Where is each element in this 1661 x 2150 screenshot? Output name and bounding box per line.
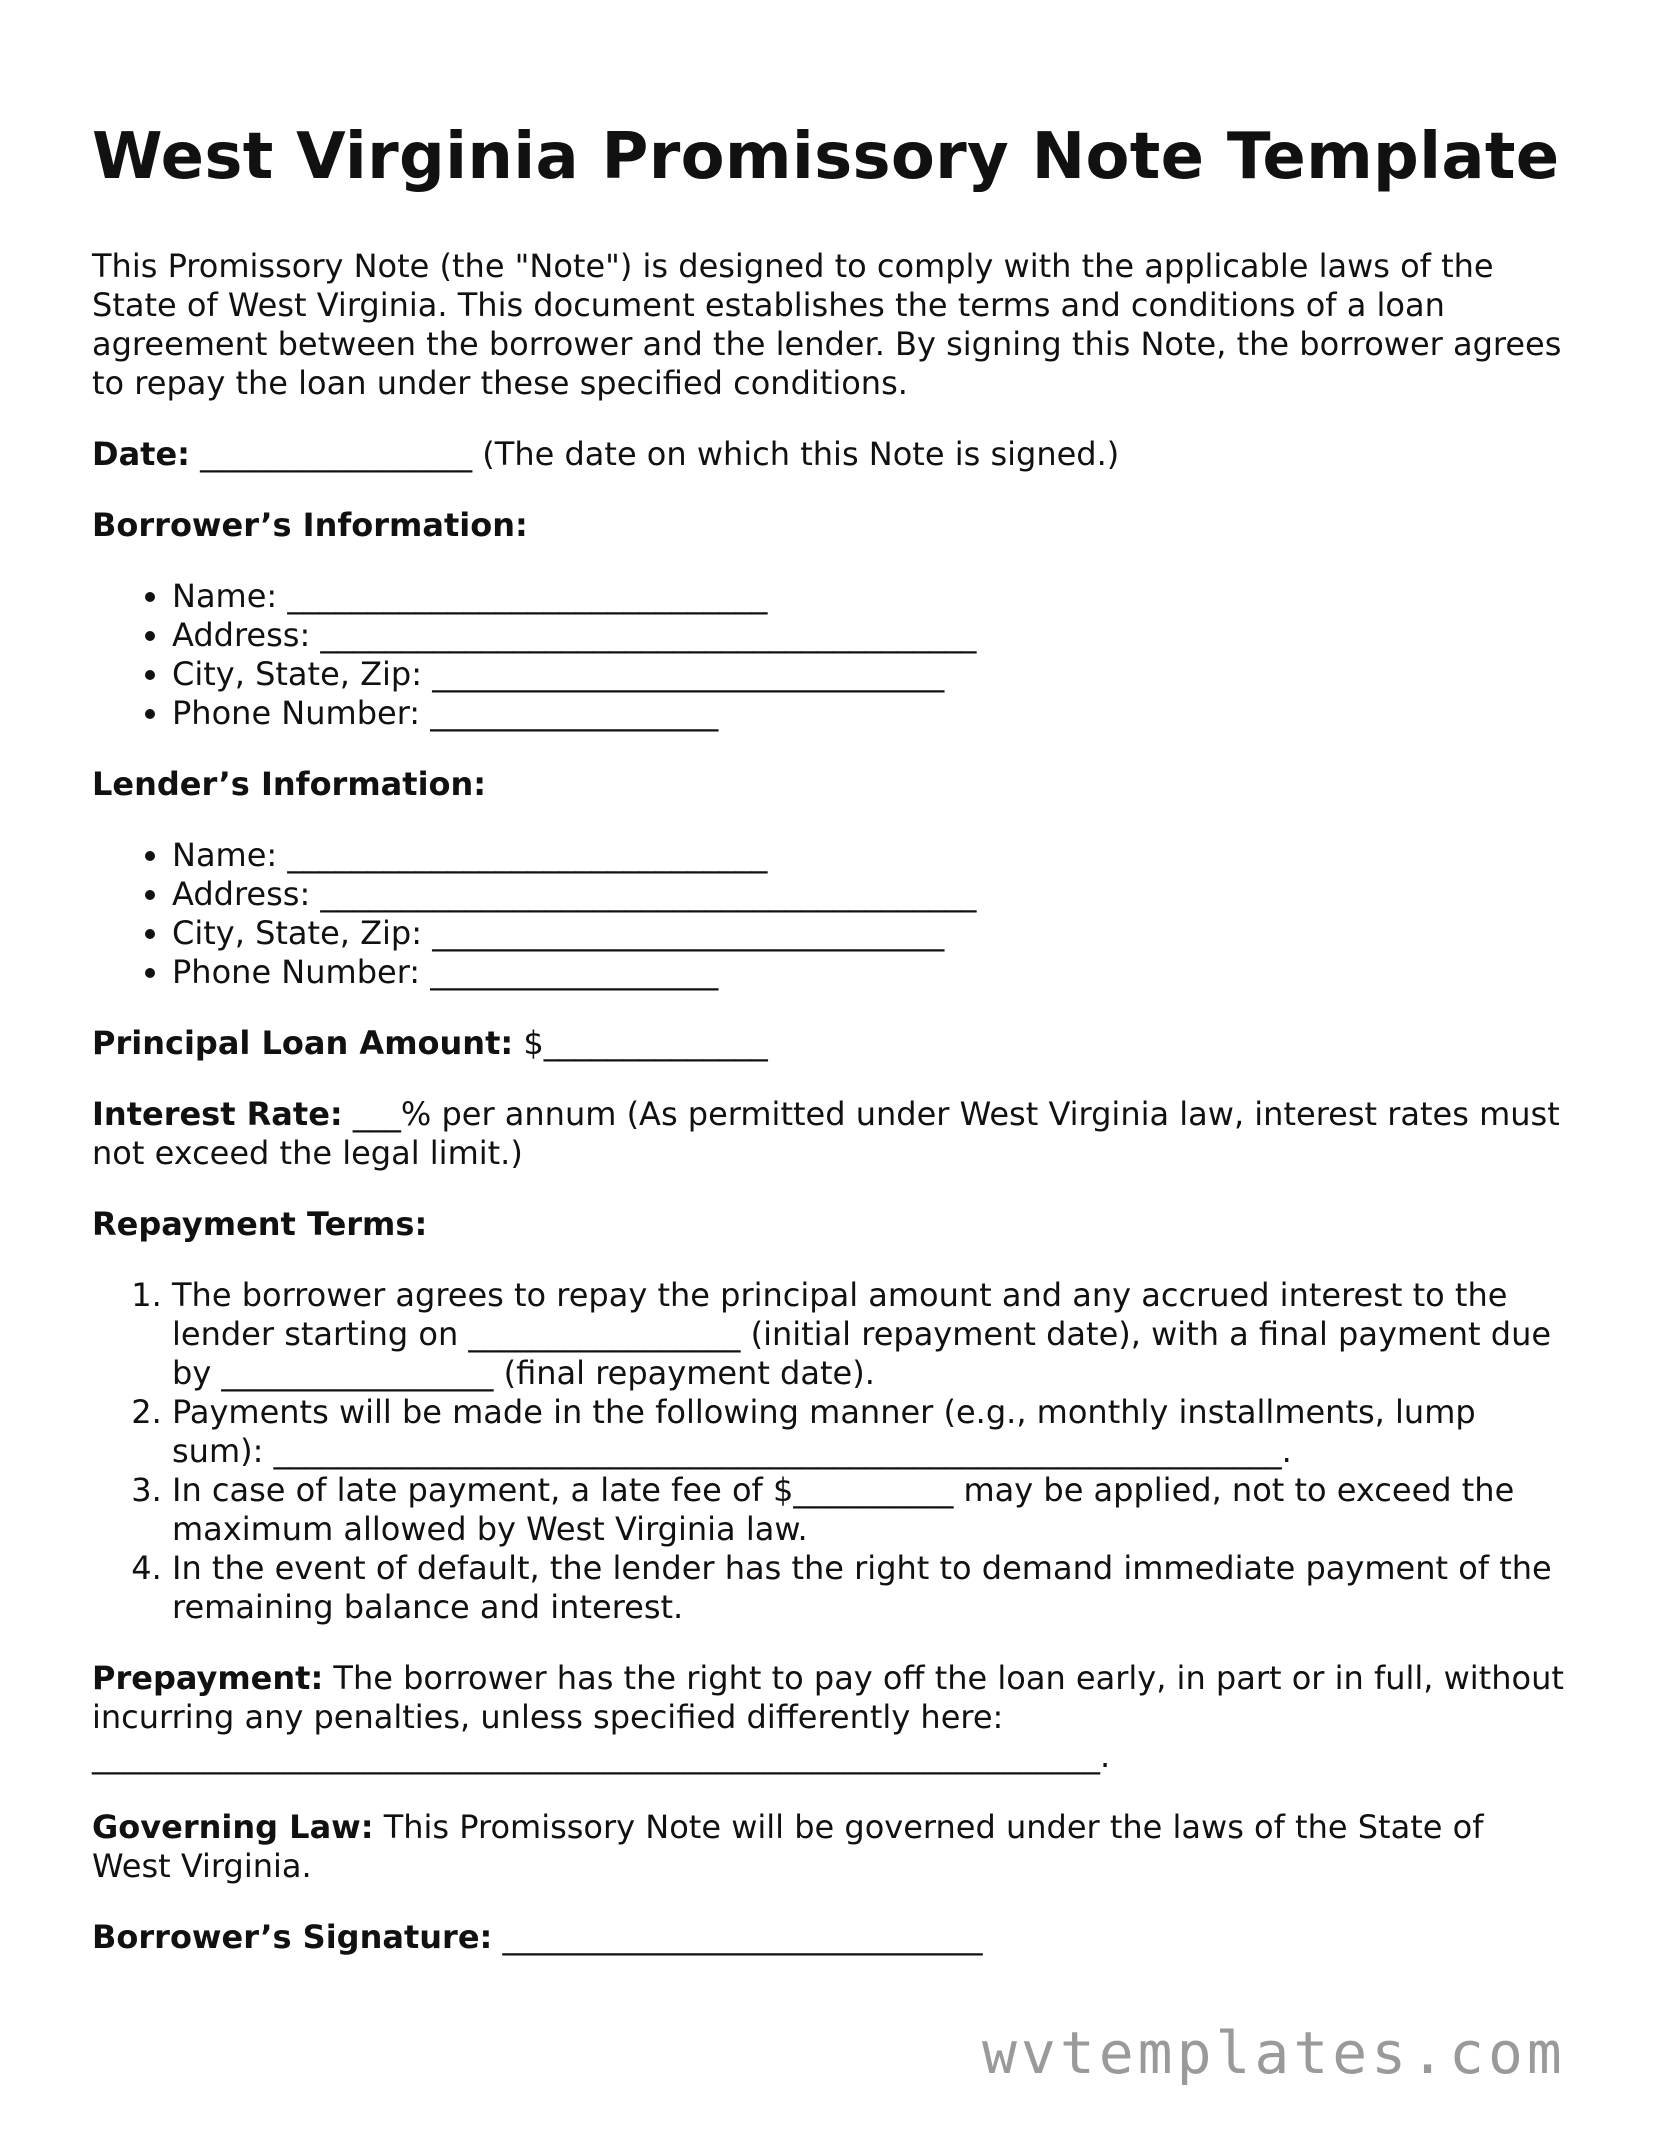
document-page (92, 118, 1572, 1957)
repayment-list (92, 1276, 1572, 1627)
repayment-term-2: 2. Payments will be made in the following manner (e.g., monthly installments, lump sum): _______________________________________________________________. (172, 1393, 1572, 1471)
interest-label: Interest Rate: (92, 1095, 343, 1133)
borrower-city-state-zip: • City, State, Zip: ________________________________ (172, 655, 1572, 694)
watermark: wvtemplates.com (982, 2019, 1566, 2087)
document-title: West Virginia Promissory Note Template (92, 120, 1560, 194)
governing-law-label: Governing Law: (92, 1808, 374, 1846)
intro-paragraph: This Promissory Note (the "Note") is designed to comply with the applicable laws of the State of West Virginia. This document establishes the terms and conditions of a loan agreement between the borrower and the lender. By signing this Note, the borrower agrees to repay the loan under these specified conditions. (92, 247, 1562, 402)
lender-address: • Address: _________________________________________ (172, 875, 1572, 914)
interest-text: ___% per annum (As permitted under West Virginia law, interest rates must not exceed the legal limit.) (92, 1095, 1560, 1172)
lender-list (92, 836, 1572, 992)
lender-heading: Lender’s Information: (92, 765, 487, 803)
principal-label: Principal Loan Amount: (92, 1024, 514, 1062)
borrower-phone: • Phone Number: __________________ (172, 694, 1572, 733)
repayment-term-4: 4. In the event of default, the lender has the right to demand immediate payment of the remaining balance and interest. (172, 1549, 1572, 1627)
interest-line (92, 1095, 1572, 1173)
principal-line (92, 1024, 1572, 1063)
lender-name: • Name: ______________________________ (172, 836, 1572, 875)
borrower-list (92, 577, 1572, 733)
repayment-heading: Repayment Terms: (92, 1205, 428, 1243)
prepayment-text: The borrower has the right to pay off the loan early, in part or in full, without incurring any penalties, unless specified differently here: _______________________________________________________________. (92, 1659, 1564, 1775)
prepayment-paragraph (92, 1659, 1572, 1776)
date-label: Date: (92, 435, 190, 473)
repayment-term-3: 3. In case of late payment, a late fee of $__________ may be applied, not to exceed the maximum allowed by West Virginia law. (172, 1471, 1572, 1549)
signature-label: Borrower’s Signature: (92, 1918, 493, 1956)
repayment-term-1: 1. The borrower agrees to repay the principal amount and any accrued interest to the lender starting on _________________ (initial repayment date), with a final payment due by _________________ (final repayment date). (172, 1276, 1572, 1393)
borrower-name: • Name: ______________________________ (172, 577, 1572, 616)
borrower-heading: Borrower’s Information: (92, 506, 528, 544)
signature-text: ______________________________ (492, 1918, 983, 1956)
governing-law-text: This Promissory Note will be governed under the laws of the State of West Virginia. (92, 1808, 1484, 1885)
date-text: _________________ (The date on which this Note is signed.) (189, 435, 1120, 473)
lender-city-state-zip: • City, State, Zip: ________________________________ (172, 914, 1572, 953)
borrower-address: • Address: _________________________________________ (172, 616, 1572, 655)
signature-line (92, 1918, 1572, 1957)
prepayment-label: Prepayment: (92, 1659, 324, 1697)
date-line (92, 435, 1572, 474)
principal-text: $______________ (513, 1024, 768, 1062)
lender-phone: • Phone Number: __________________ (172, 953, 1572, 992)
governing-law-paragraph (92, 1808, 1572, 1886)
